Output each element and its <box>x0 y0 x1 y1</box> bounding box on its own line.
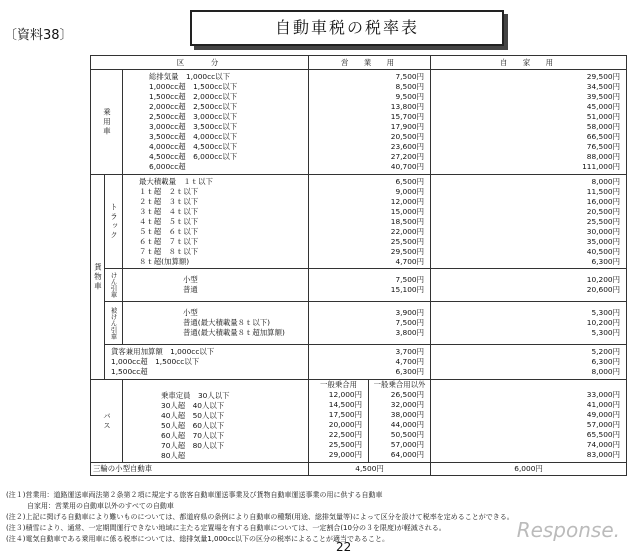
rate-value: 18,500円 <box>390 216 425 226</box>
trailer-business-rates <box>309 308 430 338</box>
list-item: 普通(最大積載量８ｔ以下) <box>183 318 271 327</box>
list-item: 50人超 60人以下 <box>161 421 225 430</box>
footnote-line: (注４)電気自動車である乗用車に係る税率については、総排気量1,000cc以下の区分の税率によることが適当であること。 <box>6 535 390 543</box>
rate-value: 4,700円 <box>395 357 425 366</box>
passenger-business-rates <box>309 72 430 172</box>
tractor-label: けん引車 <box>109 272 118 298</box>
rate-value: 49,000円 <box>586 410 621 419</box>
passenger-items <box>123 72 308 172</box>
passenger-private-rates <box>431 72 626 172</box>
rate-value: 29,500円 <box>390 246 425 256</box>
three-wheel-private: 6,000円 <box>431 463 627 476</box>
rate-value: 25,500円 <box>390 236 425 246</box>
list-item: 普通 <box>183 285 198 294</box>
list-item: ６ｔ超 ７ｔ以下 <box>139 236 199 246</box>
rate-value: 41,000円 <box>586 400 621 409</box>
rate-value: 11,500円 <box>586 186 621 196</box>
rate-value: 9,500円 <box>395 92 425 101</box>
truck-items <box>123 177 308 267</box>
rate-value: 57,000円 <box>586 420 621 429</box>
rate-value: 7,500円 <box>395 275 425 284</box>
rate-value: 35,000円 <box>586 236 621 246</box>
rate-value: 57,000円 <box>390 440 425 449</box>
rate-value: 6,300円 <box>395 367 425 376</box>
footnote-line: 自家用：営業用の自動車以外のすべての自動車 <box>6 502 174 510</box>
footnotes <box>6 490 514 545</box>
list-item: 総排気量 1,000cc以下 <box>149 72 231 81</box>
rate-value: 5,200円 <box>591 347 621 356</box>
rate-value: 25,500円 <box>328 440 363 449</box>
rate-value: 12,000円 <box>328 390 363 399</box>
list-item: 最大積載量 １ｔ以下 <box>139 176 213 186</box>
tractor-section <box>91 269 627 302</box>
bus-other-header: 一般乗合用以外 <box>373 380 426 389</box>
truck-section <box>91 175 627 269</box>
list-item: ２ｔ超 ３ｔ以下 <box>139 196 199 206</box>
rate-value: 29,000円 <box>328 450 363 459</box>
watermark-logo: Response. <box>516 518 620 542</box>
truck-private-rates <box>431 177 626 267</box>
bus-private-rates <box>431 390 626 460</box>
rate-value: 7,500円 <box>395 318 425 327</box>
rate-value: 65,500円 <box>586 430 621 439</box>
list-item: ５ｔ超 ６ｔ以下 <box>139 226 199 236</box>
rate-value: 9,000円 <box>395 186 425 196</box>
rate-value: 3,700円 <box>395 347 425 356</box>
list-item: 40人超 50人以下 <box>161 411 225 420</box>
three-wheel-row <box>91 463 627 476</box>
rate-value: 76,500円 <box>586 142 621 151</box>
tractor-private-rates <box>431 275 626 295</box>
three-wheel-business: 4,500円 <box>309 463 431 476</box>
trailer-label: 被けん引車 <box>109 306 118 340</box>
mixed-section <box>91 345 627 380</box>
truck-label: トラック <box>109 202 119 241</box>
rate-value: 83,000円 <box>586 450 621 459</box>
rate-value: 3,800円 <box>395 328 425 337</box>
footnote-line: (注３)積雪により、通常、一定期間運行できない地域に主たる定置場を有する自動車については、一定割合(10分の３を限度)が軽減される。 <box>6 524 446 532</box>
rate-value: 8,000円 <box>591 176 621 186</box>
list-item: 1,000cc超 1,500cc以下 <box>149 82 238 91</box>
rate-value: 6,300円 <box>591 357 621 366</box>
list-item: 70人超 80人以下 <box>161 441 225 450</box>
rate-value: 10,200円 <box>586 275 621 284</box>
rate-value: 27,200円 <box>390 152 425 161</box>
rate-value: 74,000円 <box>586 440 621 449</box>
rate-value: 44,000円 <box>390 420 425 429</box>
rate-value: 20,500円 <box>586 206 621 216</box>
three-wheel-label: 三輪の小型自動車 <box>91 463 309 476</box>
rate-value: 58,000円 <box>586 122 621 131</box>
mixed-private-rates <box>431 347 626 377</box>
trailer-private-rates <box>431 308 626 338</box>
tax-rate-table <box>90 55 627 476</box>
rate-value: 34,500円 <box>586 82 621 91</box>
bus-shared-header: 一般乗合用 <box>320 380 358 389</box>
list-item: 2,000cc超 2,500cc以下 <box>149 102 238 111</box>
rate-value: 8,000円 <box>591 367 621 376</box>
rate-value: 17,500円 <box>328 410 363 419</box>
list-item: ４ｔ超 ５ｔ以下 <box>139 216 199 226</box>
rate-value: 64,000円 <box>390 450 425 459</box>
list-item: 小型 <box>183 308 198 317</box>
rate-value: 5,300円 <box>591 308 621 317</box>
rate-value: 20,500円 <box>390 132 425 141</box>
header-business: 営 業 用 <box>309 56 431 70</box>
bus-shared-rates <box>309 390 368 460</box>
rate-value: 5,300円 <box>591 328 621 337</box>
passenger-section <box>91 70 627 175</box>
list-item: 30人超 40人以下 <box>161 401 225 410</box>
list-item: 80人超 <box>161 451 186 460</box>
list-item: 1,000cc超 1,500cc以下 <box>111 357 200 366</box>
list-item: ３ｔ超 ４ｔ以下 <box>139 206 199 216</box>
rate-value: 38,000円 <box>390 410 425 419</box>
list-item: 小型 <box>183 275 198 284</box>
rate-value: 6,300円 <box>591 256 621 266</box>
rate-value: 15,000円 <box>390 206 425 216</box>
rate-value: 15,100円 <box>390 285 425 294</box>
rate-value: 16,000円 <box>586 196 621 206</box>
reference-label: 〔資料38〕 <box>4 28 73 43</box>
rate-value: 88,000円 <box>586 152 621 161</box>
list-item: 6,000cc超 <box>149 162 186 171</box>
rate-value: 23,600円 <box>390 142 425 151</box>
header-category: 区 分 <box>91 56 309 70</box>
bus-label: バス <box>102 411 112 431</box>
rate-value: 26,500円 <box>390 390 425 399</box>
bus-other-rates <box>369 390 430 460</box>
list-item: 4,500cc超 6,000cc以下 <box>149 152 238 161</box>
list-item: 4,000cc超 4,500cc以下 <box>149 142 238 151</box>
rate-value: 30,000円 <box>586 226 621 236</box>
rate-value: 22,000円 <box>390 226 425 236</box>
rate-value: 111,000円 <box>582 162 621 171</box>
rate-value: 51,000円 <box>586 112 621 121</box>
trailer-items <box>123 308 308 338</box>
freight-label: 貨物車 <box>93 262 103 292</box>
header-private: 自 家 用 <box>431 56 627 70</box>
list-item: 貨客兼用加算額 1,000cc以下 <box>111 347 215 356</box>
list-item: ８ｔ超(加算額) <box>139 256 190 266</box>
rate-value: 29,500円 <box>586 72 621 81</box>
rate-value: 4,700円 <box>395 256 425 266</box>
rate-value: 13,800円 <box>390 102 425 111</box>
rate-value: 15,700円 <box>390 112 425 121</box>
list-item: ７ｔ超 ８ｔ以下 <box>139 246 199 256</box>
list-item: 60人超 70人以下 <box>161 431 225 440</box>
rate-value: 39,500円 <box>586 92 621 101</box>
rate-value: 32,000円 <box>390 400 425 409</box>
rate-value: 33,000円 <box>586 390 621 399</box>
list-item: １ｔ超 ２ｔ以下 <box>139 186 199 196</box>
truck-business-rates <box>309 177 430 267</box>
page-title: 自動車税の税率表 <box>190 10 504 46</box>
rate-value: 40,700円 <box>390 162 425 171</box>
list-item: 乗車定員 30人以下 <box>161 391 230 400</box>
page-number: 22 <box>336 540 352 554</box>
tractor-business-rates <box>309 275 430 295</box>
rate-value: 50,500円 <box>390 430 425 439</box>
rate-value: 7,500円 <box>395 72 425 81</box>
rate-value: 20,000円 <box>328 420 363 429</box>
rate-value: 20,600円 <box>586 285 621 294</box>
rate-value: 17,900円 <box>390 122 425 131</box>
list-item: 3,500cc超 4,000cc以下 <box>149 132 238 141</box>
mixed-business-rates <box>309 347 430 377</box>
list-item: 1,500cc超 2,000cc以下 <box>149 92 238 101</box>
rate-value: 25,500円 <box>586 216 621 226</box>
rate-value: 22,500円 <box>328 430 363 439</box>
bus-section <box>91 380 627 463</box>
footnote-line: (注２)上記に掲げる自動車により難いものについては、都道府県の条例により自動車の種類(用途、総排気量等)によって区分を設けて税率を定めることができる。 <box>6 513 514 521</box>
trailer-section <box>91 302 627 345</box>
mixed-items <box>105 347 308 377</box>
header-row <box>91 56 627 70</box>
rate-value: 14,500円 <box>328 400 363 409</box>
list-item: 2,500cc超 3,000cc以下 <box>149 112 238 121</box>
rate-value: 40,500円 <box>586 246 621 256</box>
passenger-label: 乗用車 <box>102 107 112 137</box>
rate-value: 66,500円 <box>586 132 621 141</box>
list-item: 1,500cc超 <box>111 367 148 376</box>
list-item: 3,000cc超 3,500cc以下 <box>149 122 238 131</box>
footnote-line: (注１)営業用：道路運送車両法第２条第２項に規定する旅客自動車運送事業及び貨物自動車運送事業の用に供する自動車 <box>6 491 383 499</box>
rate-value: 8,500円 <box>395 82 425 91</box>
rate-value: 3,900円 <box>395 308 425 317</box>
rate-value: 6,500円 <box>395 176 425 186</box>
rate-value: 10,200円 <box>586 318 621 327</box>
tractor-items <box>123 275 308 295</box>
list-item: 普通(最大積載量８ｔ超加算額) <box>183 328 285 337</box>
rate-value: 45,000円 <box>586 102 621 111</box>
rate-value: 12,000円 <box>390 196 425 206</box>
bus-items <box>123 381 308 461</box>
